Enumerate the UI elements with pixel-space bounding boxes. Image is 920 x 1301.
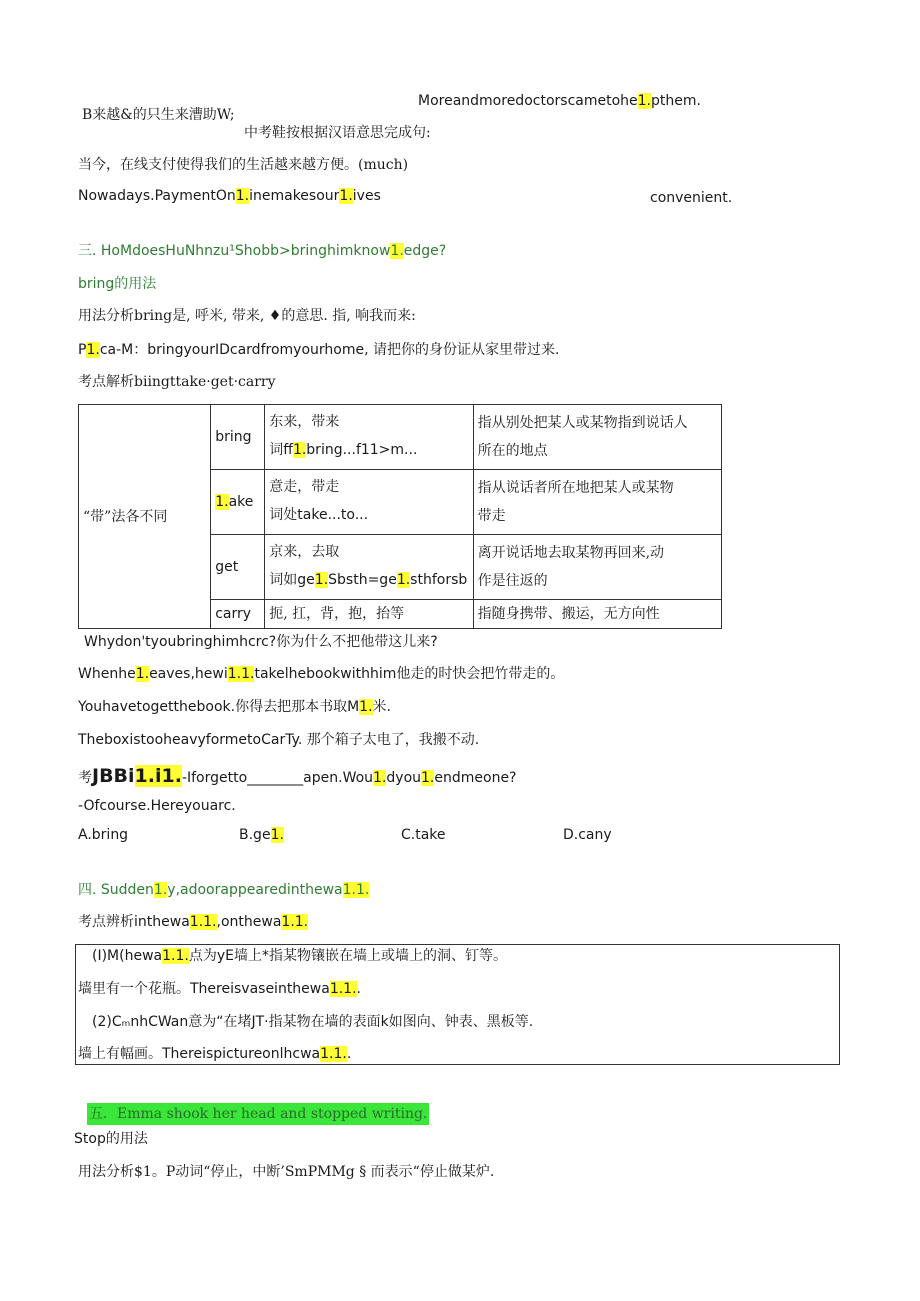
example-2: Whenhe1.eaves,hewi1.1.takelhebookwithhim他走的时快会把竹带走的。 (78, 666, 565, 682)
table-word: get (211, 535, 265, 600)
option-c: C.take (401, 827, 446, 843)
section5-analysis: 用法分析$1。P动词“停止，中断’SmPMMg § 而表示“停止做某炉. (78, 1164, 495, 1180)
table-desc: 指随身携带、搬运，无方向性 (473, 600, 721, 629)
line-chinese-2: 当今，在线支付使得我们的生活越来越方便。(much) (78, 157, 409, 173)
line-instruction: 中考鞋按根据汉语意思完成句: (244, 125, 431, 141)
table-group-label: “带”法各不同 (79, 405, 211, 629)
section5-heading: 五．Emma shook her head and stopped writing. (87, 1103, 429, 1125)
box-line-2: 墙里有一个花瓶。Thereisvaseinthewa1.1.. (78, 981, 361, 997)
section3-heading: 三. HoMdoesHuNhnzu¹Shobb>bringhimknow1.edge? (78, 243, 447, 259)
table-word: carry (211, 600, 265, 629)
table-desc: 离开说话地去取某物再回来,动 作是往返的 (473, 535, 721, 600)
section3-analysis: 用法分析bring是, 呼米, 带来, ♦的意思. 指, 响我而来: (78, 308, 416, 324)
usage-table (78, 404, 722, 629)
option-a: A.bring (78, 827, 129, 843)
table-word: 1.ake (211, 470, 265, 535)
table-meaning: 意走，带走 词处take...to... (265, 470, 473, 535)
table-meaning: 扼, 扛，背，抱，抬等 (265, 600, 473, 629)
line-convenient: convenient. (650, 190, 733, 206)
line-more-doctors: Moreandmoredoctorscametohe1.pthem. (418, 93, 701, 109)
table-word: bring (211, 405, 265, 470)
example-3: Youhavetogetthebook.你得去把那本书取M1.米. (78, 699, 391, 715)
box-line-1: (I)M(hewa1.1.点为yE墙上*指某物镶嵌在墙上或墙上的洞、钉等。 (92, 948, 507, 964)
section5-subheading: Stop的用法 (74, 1131, 148, 1147)
box-line-3: (2)CₘnhCWan意为“在堵JT·指某物在墙的表面k如图向、钟表、黑板等. (92, 1014, 534, 1030)
quiz-question: 考JBBi1.i1.-Iforgetto________apen.Wou1.dyou1.endmeone? (78, 765, 517, 787)
table-desc: 指从说话者所在地把某人或某物 带走 (473, 470, 721, 535)
section3-example: P1.ca-M：bringyourIDcardfromyourhome, 请把你的身份证从家里带过来. (78, 342, 560, 358)
table-meaning: 京来，去取 词如ge1.Sbsth=ge1.sthforsb (265, 535, 473, 600)
section4-compare: 考点辨析inthewa1.1.,onthewa1.1. (78, 914, 309, 930)
line-nowadays: Nowadays.PaymentOn1.inemakesour1.ives (78, 188, 381, 204)
section3-compare: 考点解析biingttake·get·carry (78, 374, 276, 390)
quiz-answer-line: -Ofcourse.Hereyouarc. (78, 798, 236, 814)
example-1: Whydon'tyoubringhimhcrc?你为什么不把他带这儿来? (84, 634, 438, 650)
box-line-4: 墙上有幅画。Thereispictureonlhcwa1.1.. (78, 1046, 352, 1062)
table-desc: 指从别处把某人或某物指到说话人 所在的地点 (473, 405, 721, 470)
example-4: TheboxistooheavyformetoCarTy. 那个箱子太电了，我搬不动. (78, 732, 480, 748)
table-meaning: 东来，带来 词ff1.bring...f11>m... (265, 405, 473, 470)
section3-subheading: bring的用法 (78, 276, 157, 292)
section4-heading: 四. Sudden1.y,adoorappearedinthewa1.1. (78, 882, 370, 898)
option-b: B.ge1. (239, 827, 284, 843)
line-chinese-1: B来越&的只生来漕助W; (82, 107, 235, 123)
table-row (79, 405, 722, 470)
option-d: D.cany (563, 827, 612, 843)
